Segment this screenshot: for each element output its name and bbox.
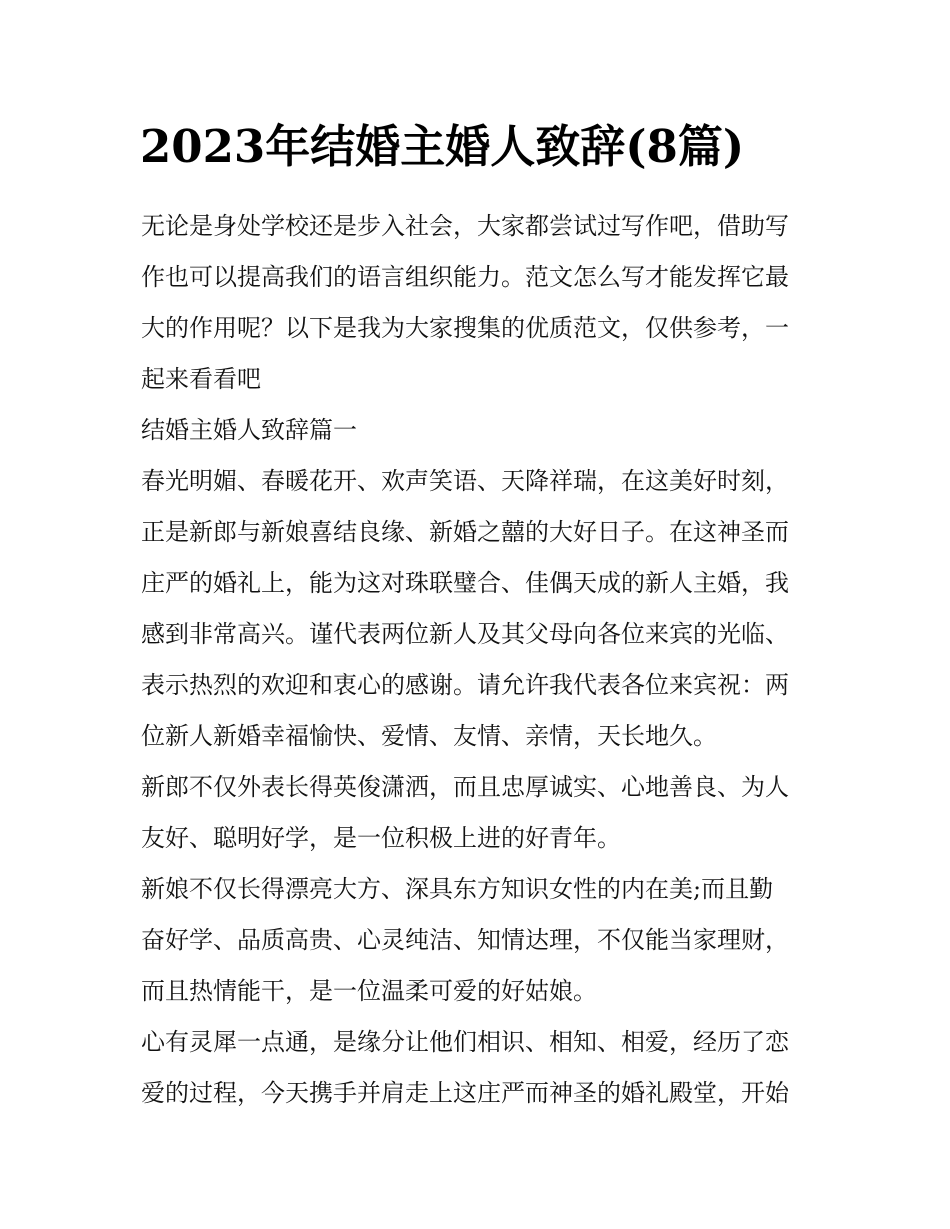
paragraph-line: 正是新郎与新娘喜结良缘、新婚之囍的大好日子。在这神圣而 [141, 518, 789, 546]
section-heading: 结婚主婚人致辞篇一 [141, 416, 357, 444]
paragraph-line: 春光明媚、春暖花开、欢声笑语、天降祥瑞，在这美好时刻， [141, 467, 789, 495]
intro-line: 无论是身处学校还是步入社会，大家都尝试过写作吧，借助写 [141, 212, 789, 240]
paragraph-line: 爱的过程，今天携手并肩走上这庄严而神圣的婚礼殿堂，开始 [141, 1079, 789, 1107]
paragraph-line: 奋好学、品质高贵、心灵纯洁、知情达理，不仅能当家理财， [141, 926, 789, 954]
intro-line: 起来看看吧 [141, 365, 261, 393]
paragraph-line: 心有灵犀一点通，是缘分让他们相识、相知、相爱，经历了恋 [141, 1028, 789, 1056]
paragraph-line: 新娘不仅长得漂亮大方、深具东方知识女性的内在美;而且勤 [141, 875, 774, 903]
paragraph-line: 感到非常高兴。谨代表两位新人及其父母向各位来宾的光临、 [141, 620, 789, 648]
paragraph-line: 新郎不仅外表长得英俊潇洒，而且忠厚诚实、心地善良、为人 [141, 773, 789, 801]
paragraph-line: 表示热烈的欢迎和衷心的感谢。请允许我代表各位来宾祝：两 [141, 671, 789, 699]
document-title: 2023年结婚主婚人致辞(8篇) [140, 120, 745, 173]
intro-line: 作也可以提高我们的语言组织能力。范文怎么写才能发挥它最 [141, 263, 789, 291]
document-body [141, 201, 821, 1119]
paragraph-line: 友好、聪明好学，是一位积极上进的好青年。 [141, 824, 621, 852]
paragraph-line: 庄严的婚礼上，能为这对珠联璧合、佳偶天成的新人主婚，我 [141, 569, 789, 597]
paragraph-line: 位新人新婚幸福愉快、爱情、友情、亲情，天长地久。 [141, 722, 717, 750]
intro-line: 大的作用呢？以下是我为大家搜集的优质范文，仅供参考，一 [141, 314, 789, 342]
paragraph-line: 而且热情能干，是一位温柔可爱的好姑娘。 [141, 977, 597, 1005]
